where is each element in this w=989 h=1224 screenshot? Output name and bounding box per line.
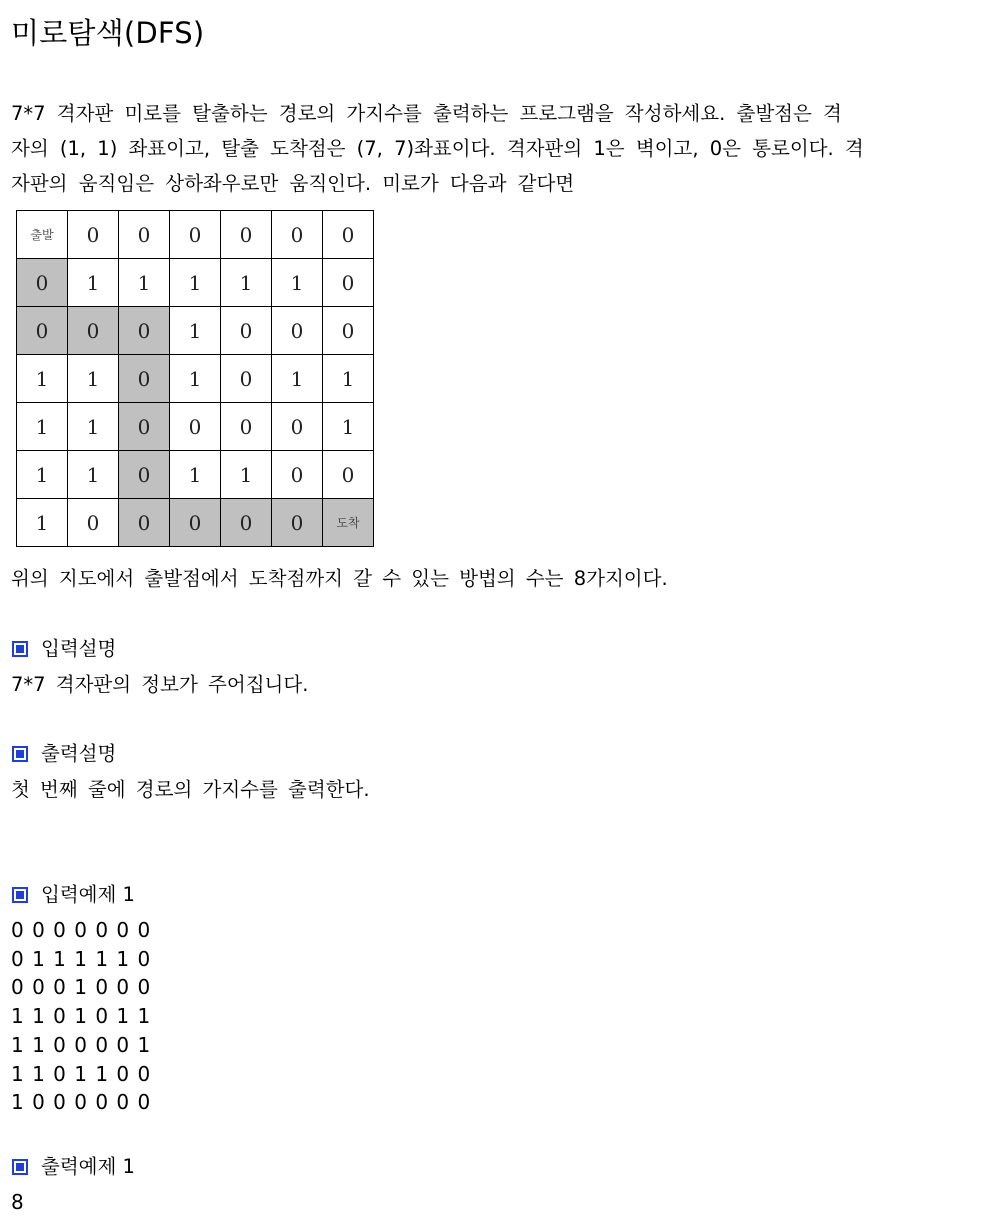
maze-cell: 0 xyxy=(323,211,374,259)
example-line: 1 0 0 0 0 0 0 xyxy=(11,1090,152,1115)
maze-cell: 0 xyxy=(170,211,221,259)
maze-row xyxy=(17,307,374,355)
maze-cell: 0 xyxy=(272,403,323,451)
section-marker-icon xyxy=(12,1159,28,1175)
maze-cell: 0 xyxy=(221,211,272,259)
maze-cell: 1 xyxy=(17,403,68,451)
description-line: 자판의 움직임은 상하좌우로만 움직인다. 미로가 다음과 같다면 xyxy=(11,172,575,195)
maze-cell: 0 xyxy=(17,307,68,355)
maze-cell: 1 xyxy=(323,403,374,451)
maze-cell: 1 xyxy=(170,307,221,355)
input-example-block xyxy=(11,916,151,1117)
example-line: 1 1 0 1 0 1 1 xyxy=(11,1004,152,1029)
maze-cell: 0 xyxy=(17,259,68,307)
maze-cell: 1 xyxy=(170,259,221,307)
input-description-heading xyxy=(11,634,116,664)
maze-row xyxy=(17,403,374,451)
maze-cell: 0 xyxy=(119,451,170,499)
example-line: 8 xyxy=(11,1190,25,1214)
page-title: 미로탐색(DFS) xyxy=(11,16,205,50)
maze-cell: 1 xyxy=(68,355,119,403)
maze-grid xyxy=(16,210,374,547)
maze-cell: 0 xyxy=(119,355,170,403)
output-description-text: 첫 번째 줄에 경로의 가지수를 출력한다. xyxy=(11,778,370,801)
maze-row xyxy=(17,499,374,547)
maze-cell: 0 xyxy=(221,307,272,355)
maze-cell: 0 xyxy=(68,307,119,355)
maze-cell: 0 xyxy=(221,355,272,403)
maze-cell: 출발 xyxy=(17,211,68,259)
maze-cell: 0 xyxy=(68,499,119,547)
maze-cell: 0 xyxy=(272,451,323,499)
maze-row xyxy=(17,355,374,403)
output-example-heading xyxy=(11,1152,135,1182)
maze-cell: 0 xyxy=(323,307,374,355)
maze-cell: 1 xyxy=(68,451,119,499)
maze-cell: 1 xyxy=(272,355,323,403)
example-line: 0 0 0 0 0 0 0 xyxy=(11,918,152,942)
maze-cell: 1 xyxy=(221,259,272,307)
maze-cell: 1 xyxy=(221,451,272,499)
description-line: 자의 (1, 1) 좌표이고, 탈출 도착점은 (7, 7)좌표이다. 격자판의 1은 벽이고, 0은 통로이다. 격 xyxy=(11,137,864,160)
maze-cell: 1 xyxy=(17,499,68,547)
maze-cell: 0 xyxy=(170,499,221,547)
input-description-text: 7*7 격자판의 정보가 주어집니다. xyxy=(11,673,309,696)
maze-cell: 0 xyxy=(221,403,272,451)
maze-cell: 1 xyxy=(323,355,374,403)
example-line: 1 1 0 1 1 0 0 xyxy=(11,1061,152,1086)
maze-cell: 도착 xyxy=(323,499,374,547)
output-description-heading xyxy=(11,739,116,769)
maze-cell: 0 xyxy=(119,211,170,259)
example-line: 0 1 1 1 1 1 0 xyxy=(11,946,152,971)
maze-cell: 1 xyxy=(272,259,323,307)
heading-label: 입력설명 xyxy=(41,637,117,660)
heading-label: 입력예제 1 xyxy=(41,883,135,906)
maze-cell: 1 xyxy=(170,355,221,403)
maze-cell: 0 xyxy=(323,451,374,499)
output-example-block xyxy=(11,1188,25,1217)
input-example-heading xyxy=(11,880,135,910)
maze-cell: 0 xyxy=(170,403,221,451)
maze-cell: 0 xyxy=(272,211,323,259)
maze-row xyxy=(17,451,374,499)
example-line: 1 1 0 0 0 0 1 xyxy=(11,1032,152,1057)
description-line: 7*7 격자판 미로를 탈출하는 경로의 가지수를 출력하는 프로그램을 작성하세요. 출발점은 격 xyxy=(11,102,842,125)
maze-cell: 0 xyxy=(272,499,323,547)
maze-cell: 1 xyxy=(17,355,68,403)
maze-cell: 0 xyxy=(221,499,272,547)
maze-cell: 0 xyxy=(119,499,170,547)
maze-cell: 0 xyxy=(272,307,323,355)
maze-cell: 1 xyxy=(17,451,68,499)
section-marker-icon xyxy=(12,887,28,903)
heading-label: 출력설명 xyxy=(41,742,117,765)
maze-cell: 1 xyxy=(170,451,221,499)
maze-cell: 0 xyxy=(68,211,119,259)
maze-cell: 0 xyxy=(323,259,374,307)
maze-row xyxy=(17,211,374,259)
section-marker-icon xyxy=(12,641,28,657)
problem-description xyxy=(11,96,975,201)
heading-label: 출력예제 1 xyxy=(41,1155,135,1178)
maze-cell: 1 xyxy=(68,403,119,451)
maze-cell: 1 xyxy=(119,259,170,307)
maze-cell: 0 xyxy=(119,403,170,451)
maze-cell: 0 xyxy=(119,307,170,355)
maze-row xyxy=(17,259,374,307)
summary-text: 위의 지도에서 출발점에서 도착점까지 갈 수 있는 방법의 수는 8가지이다. xyxy=(11,567,668,590)
section-marker-icon xyxy=(12,746,28,762)
maze-cell: 1 xyxy=(68,259,119,307)
example-line: 0 0 0 1 0 0 0 xyxy=(11,975,152,1000)
